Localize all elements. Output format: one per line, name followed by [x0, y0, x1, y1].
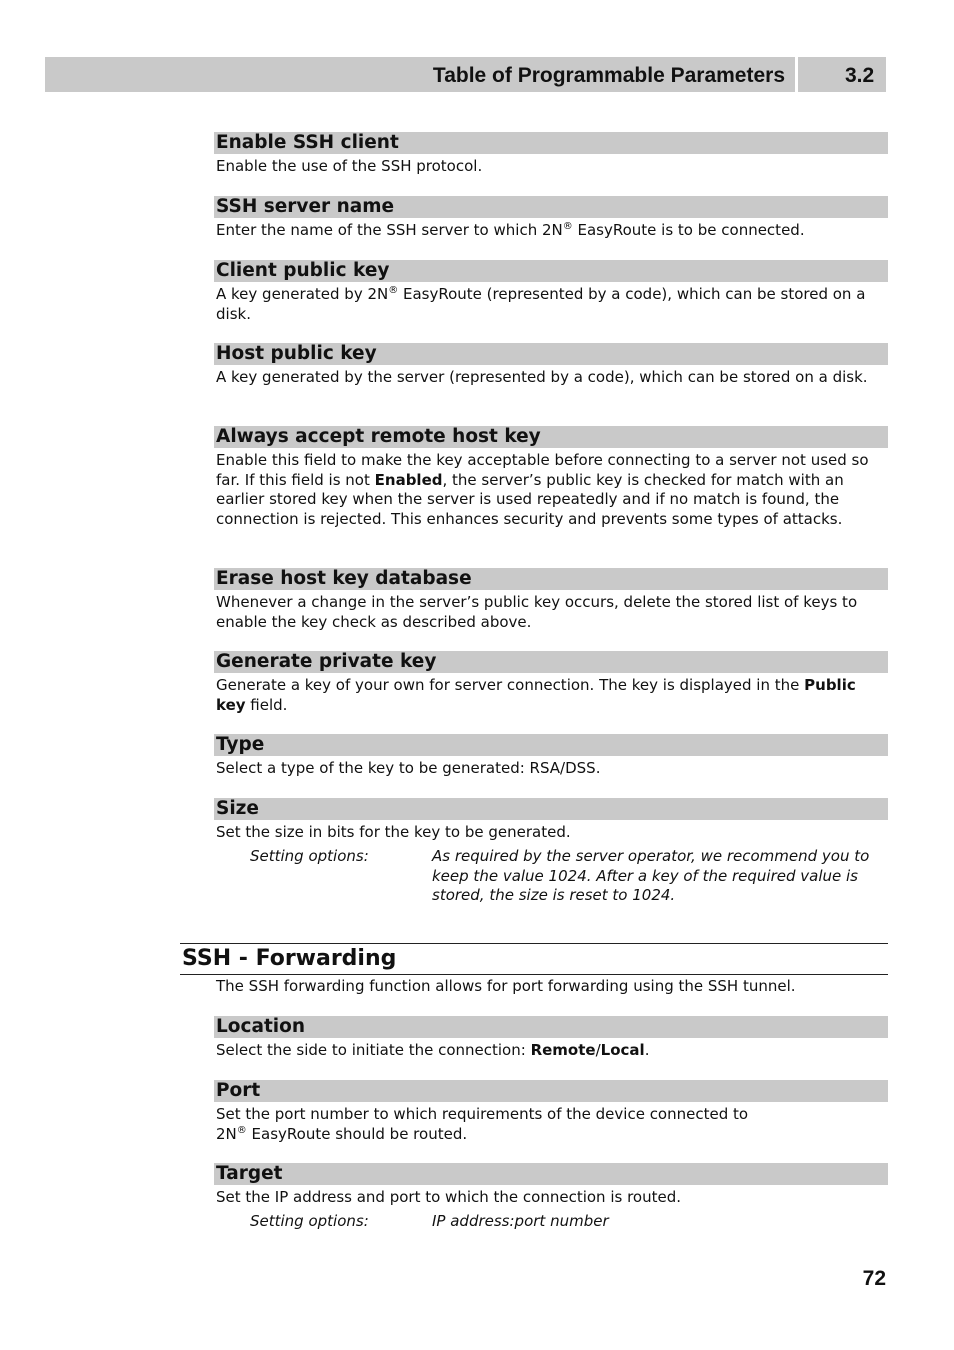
target-setting-options-value: IP address:port number — [432, 1212, 609, 1230]
page-number: 72 — [862, 1267, 886, 1290]
param-desc-ssh-server-name: Enter the name of the SSH server to which 2N® EasyRoute is to be connected. — [216, 221, 805, 239]
section-title-ssh-forwarding: SSH - Forwarding — [182, 946, 397, 971]
param-heading-size: Size — [214, 798, 888, 820]
param-heading-host-public-key: Host public key — [214, 343, 888, 365]
param-heading-always-accept-remote-host-key: Always accept remote host key — [214, 426, 888, 448]
param-heading-type: Type — [214, 734, 888, 756]
header-title: Table of Programmable Parameters — [432, 64, 785, 87]
size-setting-options-value: As required by the server operator, we recommend you to keep the value 1024. After a key of the required value is stored, the size is reset to 1024. — [432, 847, 870, 904]
param-desc-location: Select the side to initiate the connection: Remote/Local. — [216, 1041, 650, 1059]
size-setting-options-label: Setting options: — [250, 847, 369, 865]
param-desc-type: Select a type of the key to be generated: RSA/DSS. — [216, 759, 601, 777]
param-heading-location: Location — [214, 1016, 888, 1038]
param-heading-ssh-server-name: SSH server name — [214, 196, 888, 218]
param-heading-port: Port — [214, 1080, 888, 1102]
header-section-number: 3.2 — [845, 64, 875, 87]
param-heading-target: Target — [214, 1163, 888, 1185]
param-desc-client-public-key: A key generated by 2N® EasyRoute (represented by a code), which can be stored on a disk. — [216, 285, 866, 323]
param-desc-host-public-key: A key generated by the server (represented by a code), which can be stored on a disk. — [216, 368, 868, 386]
param-desc-enable-ssh-client: Enable the use of the SSH protocol. — [216, 157, 483, 175]
param-heading-erase-host-key-database: Erase host key database — [214, 568, 888, 590]
param-desc-always-accept-remote-host-key: Enable this field to make the key acceptable before connecting to a server not used so far. If this field is not Enabled, the server’s public key is checked for match with an earlier stored key when the server is used repeatedly and if no match is found, the connection is rejected. This enhances security and prevents some types of attacks. — [216, 451, 869, 528]
param-heading-enable-ssh-client: Enable SSH client — [214, 132, 888, 154]
header-section-number-box — [798, 57, 886, 92]
param-desc-erase-host-key-database: Whenever a change in the server’s public key occurs, delete the stored list of keys to enable the key check as described above. — [216, 593, 858, 631]
section-intro-ssh-forwarding: The SSH forwarding function allows for port forwarding using the SSH tunnel. — [216, 977, 796, 995]
param-heading-generate-private-key: Generate private key — [214, 651, 888, 673]
section-rule-top — [180, 943, 888, 944]
param-heading-client-public-key: Client public key — [214, 260, 888, 282]
param-desc-port: Set the port number to which requirements of the device connected to 2N® EasyRoute should be routed. — [216, 1105, 749, 1143]
section-rule-bottom — [180, 974, 888, 975]
param-desc-generate-private-key: Generate a key of your own for server connection. The key is displayed in the Public key field. — [216, 676, 856, 714]
param-desc-size: Set the size in bits for the key to be generated. — [216, 823, 571, 841]
target-setting-options-label: Setting options: — [250, 1212, 369, 1230]
header-bar — [45, 57, 795, 92]
param-desc-target: Set the IP address and port to which the connection is routed. — [216, 1188, 681, 1206]
